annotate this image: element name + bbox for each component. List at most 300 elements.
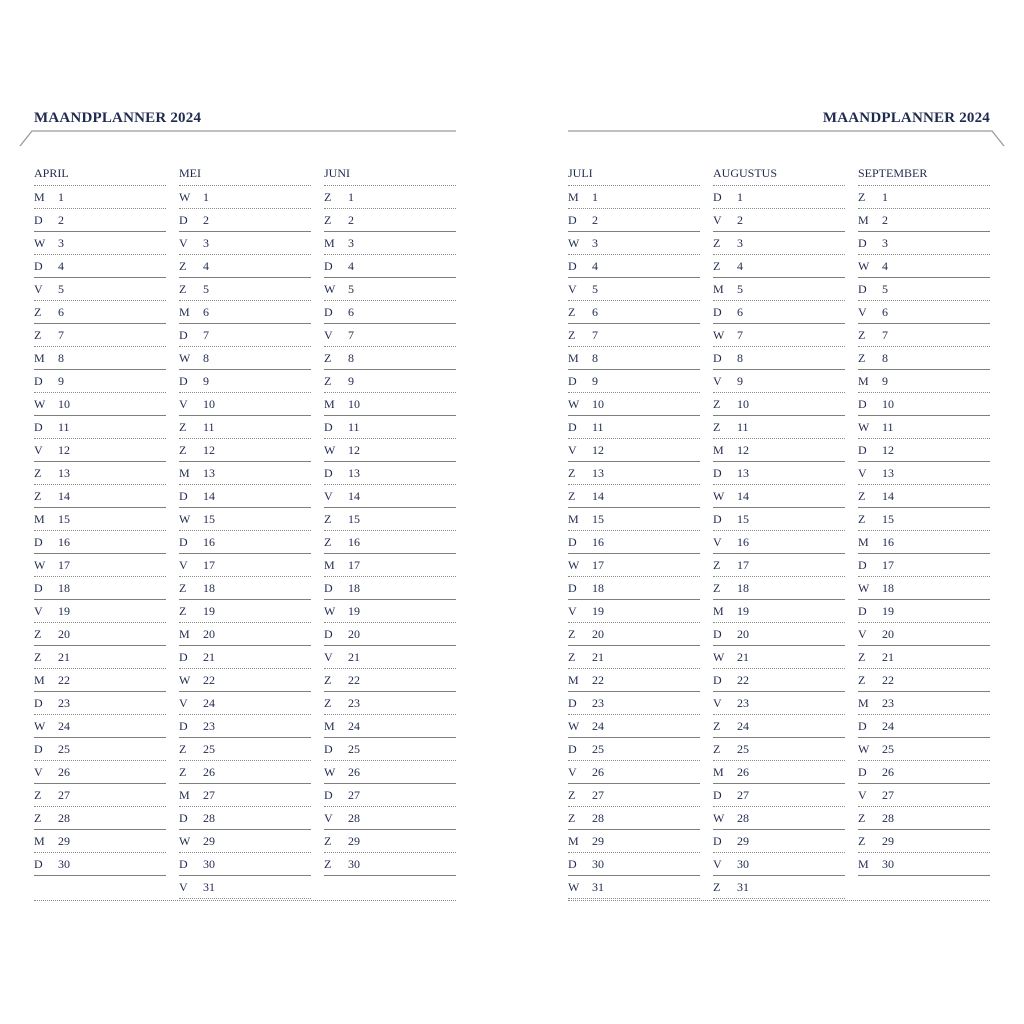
day-row[interactable] <box>34 485 166 508</box>
day-row[interactable] <box>324 669 456 692</box>
day-row[interactable] <box>324 807 456 830</box>
day-row[interactable] <box>858 600 990 623</box>
day-number: 21 <box>882 650 894 664</box>
day-row[interactable] <box>713 853 845 876</box>
weekday-letter: D <box>324 627 333 641</box>
day-row[interactable] <box>324 301 456 324</box>
weekday-letter: M <box>34 512 45 526</box>
day-row[interactable] <box>568 347 700 370</box>
day-row[interactable] <box>713 761 845 784</box>
day-row[interactable] <box>858 347 990 370</box>
day-row[interactable] <box>179 439 311 462</box>
weekday-letter: Z <box>858 673 866 687</box>
day-row[interactable] <box>858 416 990 439</box>
day-row[interactable] <box>858 577 990 600</box>
day-row[interactable] <box>179 393 311 416</box>
day-row[interactable] <box>713 255 845 278</box>
weekday-letter: Z <box>179 742 187 756</box>
day-row[interactable] <box>324 393 456 416</box>
day-row[interactable] <box>858 209 990 232</box>
day-number: 14 <box>592 489 604 503</box>
day-number: 8 <box>203 351 209 365</box>
day-row[interactable] <box>34 738 166 761</box>
day-row[interactable] <box>34 324 166 347</box>
day-number: 3 <box>348 236 354 250</box>
day-row[interactable] <box>858 784 990 807</box>
weekday-letter: Z <box>324 535 332 549</box>
day-row[interactable] <box>713 462 845 485</box>
day-row[interactable] <box>179 301 311 324</box>
weekday-letter: W <box>34 397 46 411</box>
day-number: 4 <box>58 259 64 273</box>
day-row[interactable] <box>34 807 166 830</box>
day-number: 20 <box>882 627 894 641</box>
day-row[interactable] <box>179 324 311 347</box>
day-number: 9 <box>737 374 743 388</box>
day-number: 25 <box>348 742 360 756</box>
day-row[interactable] <box>179 623 311 646</box>
day-row[interactable] <box>179 830 311 853</box>
weekday-letter: W <box>179 512 191 526</box>
weekday-letter: V <box>858 788 867 802</box>
day-row[interactable] <box>713 416 845 439</box>
day-row[interactable] <box>179 876 311 899</box>
day-row[interactable] <box>568 508 700 531</box>
day-row[interactable] <box>324 439 456 462</box>
weekday-letter: Z <box>713 880 721 894</box>
weekday-letter: W <box>713 650 725 664</box>
day-row[interactable] <box>568 692 700 715</box>
day-row[interactable] <box>34 462 166 485</box>
day-row[interactable] <box>713 324 845 347</box>
day-number: 13 <box>882 466 894 480</box>
weekday-letter: D <box>568 420 577 434</box>
day-row[interactable] <box>179 577 311 600</box>
day-row[interactable] <box>179 255 311 278</box>
weekday-letter: D <box>179 213 188 227</box>
day-number: 8 <box>882 351 888 365</box>
day-row[interactable] <box>713 370 845 393</box>
day-row[interactable] <box>858 623 990 646</box>
day-number: 29 <box>737 834 749 848</box>
day-row[interactable] <box>34 623 166 646</box>
day-row[interactable] <box>324 761 456 784</box>
day-number: 25 <box>737 742 749 756</box>
day-number: 25 <box>882 742 894 756</box>
weekday-letter: D <box>324 581 333 595</box>
day-number: 5 <box>58 282 64 296</box>
weekday-letter: D <box>34 259 43 273</box>
day-number: 1 <box>58 190 64 204</box>
weekday-letter: Z <box>858 650 866 664</box>
weekday-letter: M <box>34 190 45 204</box>
day-row[interactable] <box>568 738 700 761</box>
day-row[interactable] <box>324 738 456 761</box>
day-row[interactable] <box>324 186 456 209</box>
weekday-letter: W <box>324 282 336 296</box>
day-row[interactable] <box>568 830 700 853</box>
day-row[interactable] <box>324 577 456 600</box>
day-number: 14 <box>882 489 894 503</box>
weekday-letter: W <box>34 236 46 250</box>
day-row[interactable] <box>34 393 166 416</box>
day-row[interactable] <box>34 784 166 807</box>
day-number: 23 <box>203 719 215 733</box>
day-row[interactable] <box>858 370 990 393</box>
day-row[interactable] <box>713 577 845 600</box>
day-row[interactable] <box>713 531 845 554</box>
day-row[interactable] <box>324 531 456 554</box>
day-row[interactable] <box>568 761 700 784</box>
day-row[interactable] <box>858 508 990 531</box>
day-number: 19 <box>203 604 215 618</box>
day-row[interactable] <box>713 784 845 807</box>
day-number: 23 <box>592 696 604 710</box>
month-column-juli <box>568 162 700 899</box>
weekday-letter: W <box>713 489 725 503</box>
day-row[interactable] <box>324 830 456 853</box>
day-row[interactable] <box>858 255 990 278</box>
day-row[interactable] <box>568 577 700 600</box>
day-row[interactable] <box>179 347 311 370</box>
day-row[interactable] <box>713 600 845 623</box>
day-number: 16 <box>203 535 215 549</box>
day-row[interactable] <box>858 715 990 738</box>
day-row[interactable] <box>34 209 166 232</box>
day-row[interactable] <box>34 830 166 853</box>
day-row[interactable] <box>324 853 456 876</box>
day-number: 17 <box>737 558 749 572</box>
day-row[interactable] <box>713 209 845 232</box>
day-row[interactable] <box>34 531 166 554</box>
weekday-letter: D <box>324 305 333 319</box>
day-row[interactable] <box>324 600 456 623</box>
day-row[interactable] <box>568 623 700 646</box>
page-title: MAANDPLANNER 2024 <box>34 110 202 126</box>
weekday-letter: Z <box>713 742 721 756</box>
weekday-letter: D <box>34 742 43 756</box>
day-row[interactable] <box>858 324 990 347</box>
day-row[interactable] <box>713 715 845 738</box>
day-row[interactable] <box>713 301 845 324</box>
day-row[interactable] <box>568 209 700 232</box>
weekday-letter: M <box>324 397 335 411</box>
day-number: 22 <box>882 673 894 687</box>
day-row[interactable] <box>179 370 311 393</box>
day-number: 30 <box>58 857 70 871</box>
day-number: 8 <box>58 351 64 365</box>
day-row[interactable] <box>713 807 845 830</box>
weekday-letter: Z <box>713 719 721 733</box>
day-number: 19 <box>737 604 749 618</box>
weekday-letter: Z <box>179 259 187 273</box>
day-row[interactable] <box>713 278 845 301</box>
day-row[interactable] <box>858 646 990 669</box>
day-row[interactable] <box>568 853 700 876</box>
day-row[interactable] <box>713 692 845 715</box>
day-number: 14 <box>737 489 749 503</box>
weekday-letter: Z <box>179 420 187 434</box>
day-row[interactable] <box>179 853 311 876</box>
day-row[interactable] <box>713 646 845 669</box>
day-row[interactable] <box>179 209 311 232</box>
day-row[interactable] <box>34 278 166 301</box>
day-number: 2 <box>882 213 888 227</box>
day-row[interactable] <box>179 531 311 554</box>
weekday-letter: Z <box>324 857 332 871</box>
day-row[interactable] <box>179 232 311 255</box>
day-row[interactable] <box>324 784 456 807</box>
day-row[interactable] <box>324 347 456 370</box>
day-row[interactable] <box>179 600 311 623</box>
day-row[interactable] <box>858 462 990 485</box>
weekday-letter: M <box>179 305 190 319</box>
day-row[interactable] <box>713 393 845 416</box>
day-row[interactable] <box>858 738 990 761</box>
day-row[interactable] <box>34 669 166 692</box>
weekday-letter: Z <box>568 489 576 503</box>
day-row[interactable] <box>324 209 456 232</box>
weekday-letter: Z <box>713 558 721 572</box>
day-row[interactable] <box>568 232 700 255</box>
day-row[interactable] <box>179 761 311 784</box>
day-row[interactable] <box>324 416 456 439</box>
day-number: 21 <box>58 650 70 664</box>
day-row[interactable] <box>858 301 990 324</box>
day-number: 17 <box>882 558 894 572</box>
day-row[interactable] <box>324 485 456 508</box>
day-number: 24 <box>592 719 604 733</box>
day-row[interactable] <box>34 554 166 577</box>
day-row[interactable] <box>324 646 456 669</box>
weekday-letter: Z <box>34 788 42 802</box>
month-name: APRIL <box>34 162 166 186</box>
day-row[interactable] <box>179 485 311 508</box>
weekday-letter: M <box>324 719 335 733</box>
day-row[interactable] <box>179 669 311 692</box>
weekday-letter: V <box>713 857 722 871</box>
day-row[interactable] <box>179 416 311 439</box>
day-row[interactable] <box>34 370 166 393</box>
day-row[interactable] <box>34 600 166 623</box>
day-row[interactable] <box>179 462 311 485</box>
day-row[interactable] <box>324 508 456 531</box>
day-row[interactable] <box>179 807 311 830</box>
month-column-augustus <box>713 162 845 899</box>
day-row[interactable] <box>568 370 700 393</box>
day-row[interactable] <box>34 347 166 370</box>
day-row[interactable] <box>858 485 990 508</box>
day-number: 5 <box>592 282 598 296</box>
day-row[interactable] <box>324 232 456 255</box>
day-row[interactable] <box>713 508 845 531</box>
weekday-letter: V <box>179 397 188 411</box>
day-row[interactable] <box>324 692 456 715</box>
weekday-letter: D <box>858 397 867 411</box>
weekday-letter: Z <box>34 811 42 825</box>
weekday-letter: D <box>713 190 722 204</box>
day-row[interactable] <box>179 186 311 209</box>
weekday-letter: V <box>179 880 188 894</box>
day-row[interactable] <box>324 554 456 577</box>
weekday-letter: D <box>858 719 867 733</box>
day-row[interactable] <box>568 255 700 278</box>
weekday-letter: D <box>34 213 43 227</box>
day-row[interactable] <box>324 715 456 738</box>
day-row[interactable] <box>568 876 700 899</box>
day-row[interactable] <box>568 416 700 439</box>
day-row[interactable] <box>34 715 166 738</box>
day-number: 16 <box>882 535 894 549</box>
weekday-letter: W <box>568 397 580 411</box>
day-number: 9 <box>348 374 354 388</box>
day-row[interactable] <box>324 623 456 646</box>
weekday-letter: M <box>34 673 45 687</box>
day-row[interactable] <box>324 255 456 278</box>
day-row[interactable] <box>568 186 700 209</box>
weekday-letter: V <box>324 811 333 825</box>
day-number: 28 <box>882 811 894 825</box>
day-row[interactable] <box>858 669 990 692</box>
day-row[interactable] <box>568 301 700 324</box>
day-row[interactable] <box>713 623 845 646</box>
day-number: 27 <box>882 788 894 802</box>
day-row[interactable] <box>713 830 845 853</box>
day-row[interactable] <box>179 646 311 669</box>
day-row[interactable] <box>34 853 166 876</box>
month-column-juni <box>324 162 456 876</box>
day-row[interactable] <box>713 738 845 761</box>
day-number: 27 <box>348 788 360 802</box>
day-row[interactable] <box>568 646 700 669</box>
day-number: 16 <box>58 535 70 549</box>
day-row[interactable] <box>34 439 166 462</box>
day-number: 30 <box>737 857 749 871</box>
day-row[interactable] <box>858 853 990 876</box>
day-row[interactable] <box>713 485 845 508</box>
weekday-letter: M <box>713 604 724 618</box>
day-number: 4 <box>882 259 888 273</box>
weekday-letter: Z <box>713 236 721 250</box>
day-row[interactable] <box>568 554 700 577</box>
weekday-letter: V <box>568 604 577 618</box>
day-number: 23 <box>882 696 894 710</box>
day-row[interactable] <box>858 531 990 554</box>
day-row[interactable] <box>858 830 990 853</box>
day-number: 14 <box>348 489 360 503</box>
day-row[interactable] <box>568 485 700 508</box>
weekday-letter: V <box>179 236 188 250</box>
day-row[interactable] <box>324 324 456 347</box>
day-row[interactable] <box>34 692 166 715</box>
weekday-letter: W <box>179 673 191 687</box>
day-row[interactable] <box>179 692 311 715</box>
day-row[interactable] <box>568 715 700 738</box>
day-row[interactable] <box>179 738 311 761</box>
day-row[interactable] <box>858 439 990 462</box>
day-row[interactable] <box>568 393 700 416</box>
weekday-letter: D <box>179 328 188 342</box>
weekday-letter: Z <box>713 397 721 411</box>
day-row[interactable] <box>34 301 166 324</box>
day-row[interactable] <box>713 186 845 209</box>
day-row[interactable] <box>324 370 456 393</box>
day-row[interactable] <box>858 807 990 830</box>
day-row[interactable] <box>568 462 700 485</box>
day-row[interactable] <box>568 600 700 623</box>
day-row[interactable] <box>179 278 311 301</box>
day-row[interactable] <box>858 692 990 715</box>
day-row[interactable] <box>713 232 845 255</box>
day-row[interactable] <box>568 784 700 807</box>
day-number: 1 <box>882 190 888 204</box>
day-number: 25 <box>592 742 604 756</box>
day-row[interactable] <box>568 439 700 462</box>
day-row[interactable] <box>713 439 845 462</box>
day-row[interactable] <box>34 646 166 669</box>
day-row[interactable] <box>713 554 845 577</box>
day-row[interactable] <box>179 715 311 738</box>
day-row[interactable] <box>34 761 166 784</box>
day-row[interactable] <box>858 393 990 416</box>
weekday-letter: D <box>179 811 188 825</box>
day-row[interactable] <box>34 186 166 209</box>
day-number: 6 <box>737 305 743 319</box>
day-row[interactable] <box>324 278 456 301</box>
day-row[interactable] <box>34 232 166 255</box>
weekday-letter: V <box>179 558 188 572</box>
day-row[interactable] <box>858 761 990 784</box>
day-row[interactable] <box>179 508 311 531</box>
day-row[interactable] <box>568 324 700 347</box>
day-row[interactable] <box>568 278 700 301</box>
day-number: 27 <box>203 788 215 802</box>
day-number: 4 <box>348 259 354 273</box>
day-row[interactable] <box>858 186 990 209</box>
day-row[interactable] <box>34 508 166 531</box>
bottom-rule <box>34 900 456 901</box>
day-row[interactable] <box>858 278 990 301</box>
month-name: MEI <box>179 162 311 186</box>
day-row[interactable] <box>568 669 700 692</box>
day-row[interactable] <box>713 669 845 692</box>
weekday-letter: Z <box>713 420 721 434</box>
weekday-letter: V <box>324 650 333 664</box>
weekday-letter: W <box>324 765 336 779</box>
day-row[interactable] <box>568 531 700 554</box>
day-row[interactable] <box>179 784 311 807</box>
day-row[interactable] <box>34 255 166 278</box>
day-number: 13 <box>737 466 749 480</box>
day-number: 20 <box>592 627 604 641</box>
weekday-letter: D <box>324 742 333 756</box>
day-row[interactable] <box>713 876 845 899</box>
day-row[interactable] <box>713 347 845 370</box>
day-row[interactable] <box>324 462 456 485</box>
day-row[interactable] <box>568 807 700 830</box>
day-row[interactable] <box>858 232 990 255</box>
page-title: MAANDPLANNER 2024 <box>822 110 990 126</box>
day-number: 4 <box>737 259 743 273</box>
day-row[interactable] <box>858 554 990 577</box>
day-row[interactable] <box>34 416 166 439</box>
day-number: 3 <box>882 236 888 250</box>
day-number: 13 <box>348 466 360 480</box>
weekday-letter: D <box>568 742 577 756</box>
day-row[interactable] <box>34 577 166 600</box>
weekday-letter: D <box>858 282 867 296</box>
day-row[interactable] <box>179 554 311 577</box>
